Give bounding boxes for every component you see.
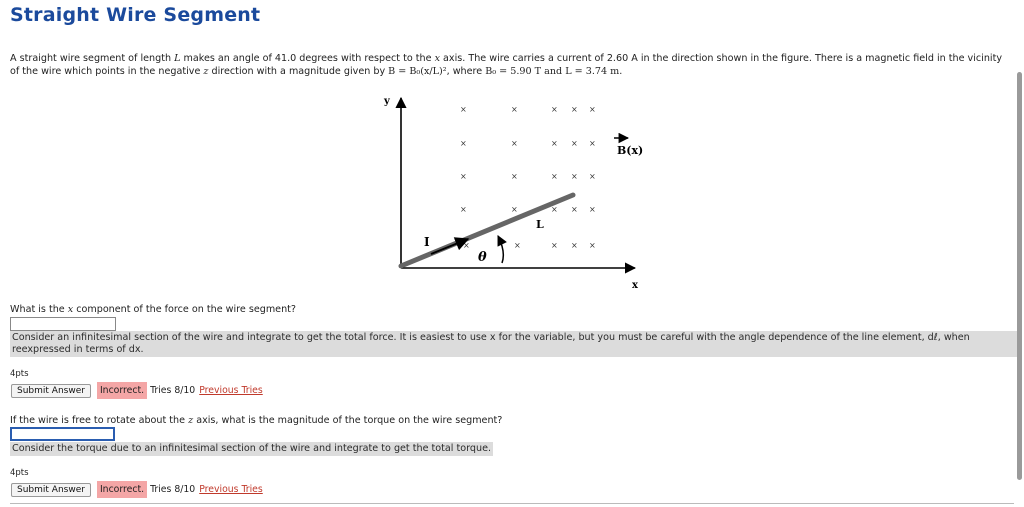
field-marker: ×	[460, 205, 467, 214]
field-marker: ×	[460, 105, 467, 114]
hint-1: Consider an infinitesimal section of the wire and integrate to get the total force. It is easiest to use x for the variable, but you must be careful with the angle dependence of the line element, dℓ, when reexpressed in terms of dx.	[10, 331, 1022, 357]
field-marker: ×	[571, 205, 578, 214]
tries-count-2: Tries 8/10	[150, 484, 196, 495]
field-marker: ×	[551, 241, 558, 250]
field-marker: ×	[463, 241, 470, 250]
angle-arc	[498, 236, 503, 263]
given-values: B₀ = 5.90 T and L = 3.74 m	[485, 66, 620, 77]
submit-row-1	[11, 382, 263, 399]
field-marker: ×	[551, 205, 558, 214]
field-marker: ×	[589, 172, 596, 181]
page-title: Straight Wire Segment	[10, 4, 261, 26]
field-marker: ×	[514, 241, 521, 250]
hint-2: Consider the torque due to an infinitesimal section of the wire and integrate to get the total torque.	[12, 443, 492, 454]
tries-count-1: Tries 8/10	[150, 385, 196, 396]
answer-field-1[interactable]	[10, 317, 116, 331]
question-2-prompt: If the wire is free to rotate about the z axis, what is the magnitude of the torque on the wire segment?	[10, 415, 503, 426]
field-marker: ×	[589, 241, 596, 250]
field-marker: ×	[460, 172, 467, 181]
current-label: I	[424, 235, 430, 249]
x-axis-label: x	[632, 280, 638, 291]
field-marker: ×	[551, 105, 558, 114]
status-badge-1: Incorrect.	[97, 382, 147, 399]
field-marker: ×	[571, 172, 578, 181]
previous-tries-link-1[interactable]: Previous Tries	[199, 385, 263, 396]
field-marker: ×	[511, 172, 518, 181]
field-marker: ×	[571, 105, 578, 114]
var-z: z	[203, 66, 209, 77]
var-L: L	[174, 53, 181, 64]
question-1-prompt: What is the x component of the force on the wire segment?	[10, 304, 297, 315]
field-marker: ×	[511, 139, 518, 148]
points-2: 4pts	[10, 468, 29, 478]
field-marker: ×	[551, 139, 558, 148]
wire-figure	[380, 92, 660, 292]
submit-answer-button-2[interactable]: Submit Answer	[11, 483, 91, 497]
field-marker: ×	[589, 139, 596, 148]
field-marker: ×	[571, 139, 578, 148]
previous-tries-link-2[interactable]: Previous Tries	[199, 484, 263, 495]
bottom-divider	[10, 503, 1014, 504]
field-formula: B = B₀(x/L)²	[388, 66, 447, 77]
var-x: x	[434, 53, 440, 64]
field-label: B(x)	[617, 144, 644, 157]
problem-statement: A straight wire segment of length L makes an angle of 41.0 degrees with respect to the x axis. The wire carries a current of 2.60 A in the direction shown in the figure. There is a magnetic field in the vicinity of the wire which points in the negative z direction with a magnitude given by B = B₀(x/L)², where B₀ = 5.90 T and L = 3.74 m.	[10, 53, 1003, 77]
field-marker: ×	[511, 205, 518, 214]
scrollbar[interactable]	[1017, 72, 1022, 480]
field-marker: ×	[589, 205, 596, 214]
field-markers	[460, 105, 596, 250]
field-marker: ×	[589, 105, 596, 114]
submit-answer-button-1[interactable]: Submit Answer	[11, 384, 91, 398]
points-1: 4pts	[10, 369, 29, 379]
field-marker: ×	[511, 105, 518, 114]
wire-segment	[401, 195, 573, 266]
field-marker: ×	[571, 241, 578, 250]
answer-field-2[interactable]	[10, 427, 115, 441]
field-marker: ×	[460, 139, 467, 148]
y-axis-label: y	[384, 96, 390, 107]
angle-label: θ	[478, 250, 487, 265]
submit-row-2	[11, 481, 263, 498]
status-badge-2: Incorrect.	[97, 481, 147, 498]
length-label: L	[536, 218, 544, 231]
field-marker: ×	[551, 172, 558, 181]
